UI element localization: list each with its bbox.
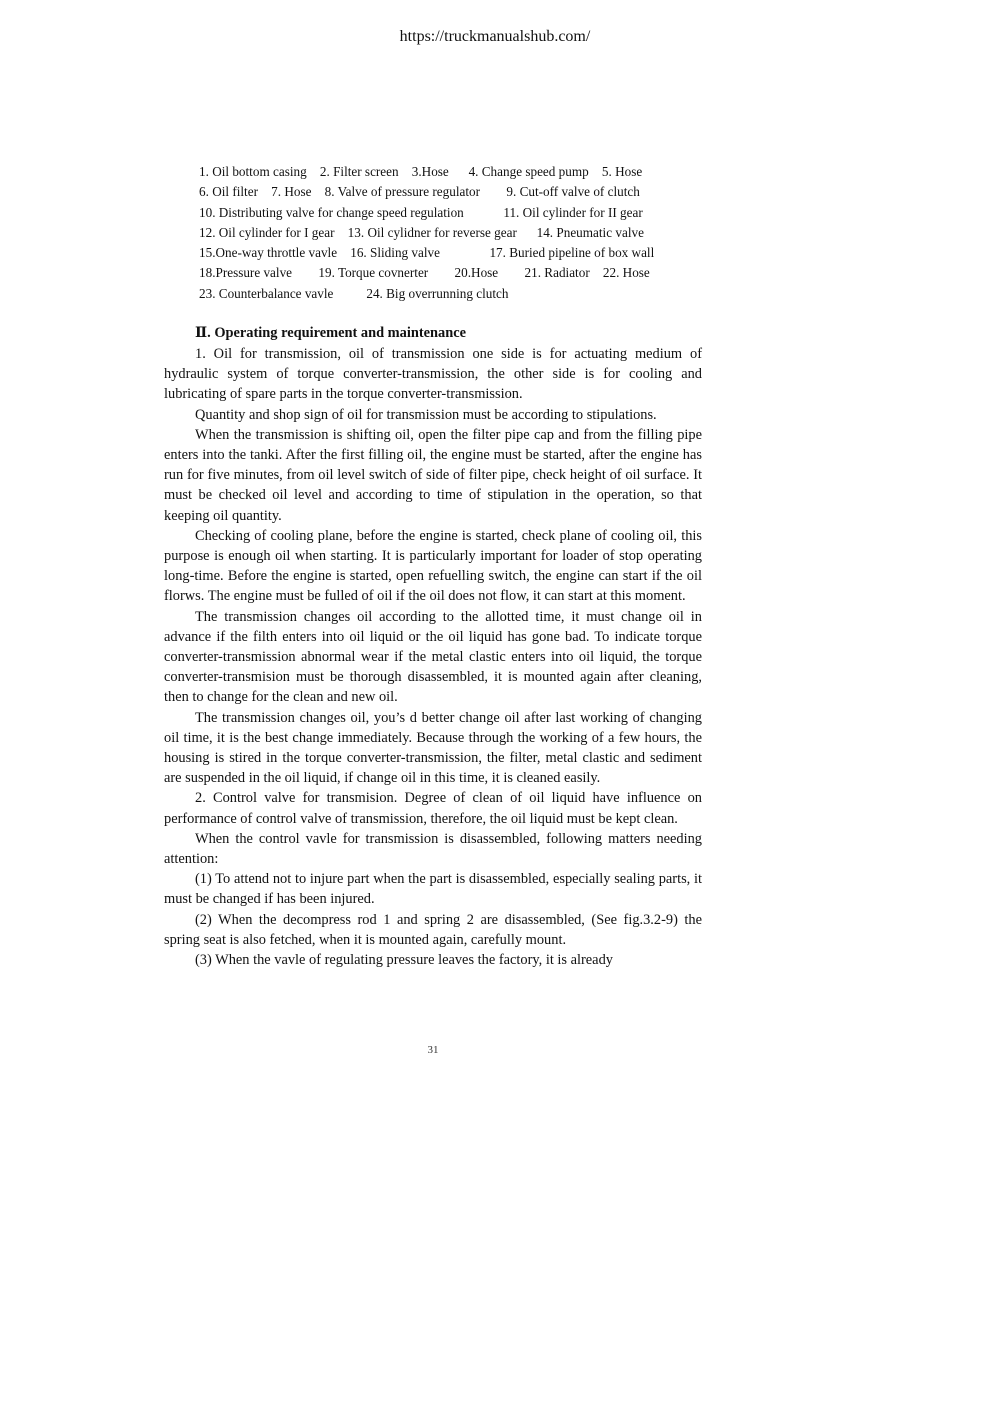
page-number: 31 (427, 1044, 439, 1056)
section-body (164, 322, 702, 970)
legend-row: 18.Pressure valve 19. Torque covnerter 20.Hose 21. Radiator 22. Hose (199, 265, 650, 281)
legend-row: 12. Oil cylinder for I gear 13. Oil cylidner for reverse gear 14. Pneumatic valve (199, 224, 644, 240)
legend-row: 15.One-way throttle vavle 16. Sliding valve 17. Buried pipeline of box wall (199, 245, 655, 261)
source-url: https://truckmanualshub.com/ (399, 28, 591, 45)
paragraph: When the transmission is shifting oil, open the filter pipe cap and from the filling pipe enters into the tanki. After the first filling oil, the engine must be started, after the engine has run for five minutes, from oil level switch of side of filter pipe, check height of oil surface. It must be checked oil level and according to time of stipulation in the operation, so that keeping oil quantity. (164, 426, 702, 524)
legend-row: 23. Counterbalance vavle 24. Big overrunning clutch (199, 285, 509, 301)
paragraph: 2. Control valve for transmision. Degree of clean of oil liquid have influence on performance of control valve of transmission, therefore, the oil liquid must be kept clean. (164, 790, 702, 827)
paragraph: 1. Oil for transmission, oil of transmission one side is for actuating medium of hydraulic system of torque converter-transmission, the other side is for cooling and lubricating of spare parts in the torque converter-transmission. (164, 346, 702, 403)
paragraph: The transmission changes oil according to the allotted time, it must change oil in advance if the filth enters into oil liquid or the oil liquid has gone bad. To indicate torque converter-transmission abnormal wear if the metal clastic enters into oil liquid, the torque converter-transmision must be thorough disassembled, it is mounted again after cleaning, then to change for the clean and new oil. (164, 608, 702, 706)
legend-row: 6. Oil filter 7. Hose 8. Valve of pressure regulator 9. Cut-off valve of clutch (199, 184, 640, 200)
paragraph: When the control vavle for transmission is disassembled, following matters needing attention: (164, 830, 702, 868)
legend-row: 10. Distributing valve for change speed regulation 11. Oil cylinder for II gear (199, 204, 643, 220)
figure-legend (199, 162, 679, 304)
paragraph: Quantity and shop sign of oil for transmission must be according to stipulations. (195, 406, 657, 423)
section-heading: Ⅱ. Operating requirement and maintenance (195, 325, 467, 341)
paragraph: Checking of cooling plane, before the engine is started, check plane of cooling oil, this purpose is enough oil when starting. It is particularly important for loader of stop operating long-time. Before the engine is started, open refuelling switch, the engine can start if the oil florws. The engine must be fulled of oil if the oil does not flow, it can start at this moment. (164, 527, 702, 605)
paragraph: (2) When the decompress rod 1 and spring 2 are disassembled, (See fig.3.2-9) the spring seat is also fetched, when it is mounted again, carefully mount. (164, 911, 702, 948)
paragraph: The transmission changes oil, you’s d better change oil after last working of changing oil time, it is the best change immediately. Because through the working of a few hours, the housing is stired in the torque converter-transmission, the filter, metal clastic and sediment are suspended in the oil liquid, if change oil in this time, it is cleaned easily. (164, 709, 702, 787)
paragraph: (1) To attend not to injure part when the part is disassembled, especially sealing parts, it must be changed if has been injured. (164, 871, 702, 908)
paragraph: (3) When the vavle of regulating pressure leaves the factory, it is already (195, 952, 613, 969)
legend-row: 1. Oil bottom casing 2. Filter screen 3.Hose 4. Change speed pump 5. Hose (199, 164, 643, 179)
